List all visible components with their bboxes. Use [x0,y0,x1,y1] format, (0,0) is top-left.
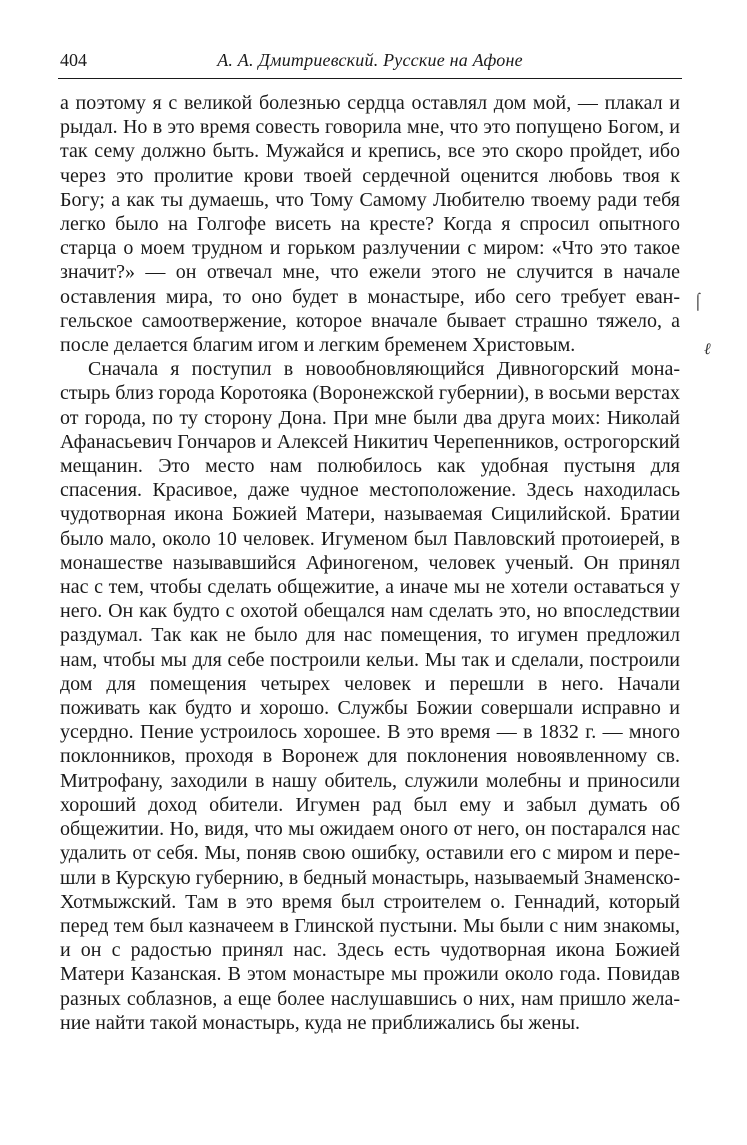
body-text [60,91,680,1035]
running-title: А. А. Дмитриевский. Русские на Афоне [217,50,523,70]
paragraph-1: а поэтому я с великой болезнью сердца оставлял дом мой, — плакал и рыдал. Но в это время совесть говорила мне, что это попущено Богом, и так сему должно быть. Мужайся и крепись, все это скоро пройдет, ибо через это пролитие крови твоей сердечной оценится любовь твоя к Богу; а как ты думаешь, что Тому Самому Любителю твоему ради тебя легко было на Голгофе висеть на кресте? Когда я спросил опытного старца о моем трудном и горьком разлучении с миром: «Что это такое значит?» — он отвечал мне, что ежели этого не случится в начале оставления мира, то оно будет в монастыре, ибо сего требует евангельское самоотвержение, которое вначале бывает страшно тяжело, а после делается благим игом и легким бременем Христовым. [60,92,680,357]
paragraph-2: Сначала я поступил в новообновляющийся Дивногорский монастырь близ города Коротояка (Воронежской губернии), в восьми верстах от города, по ту сторону Дона. При мне были два друга моих: Николай Афанасьевич Гончаров и Алексей Никитич Черепенников, острогорский мещанин. Это место нам полюбилось как удобная пустыня для спасения. Красивое, даже чудное местоположение. Здесь находилась чудотворная икона Божией Матери, называемая Сицилийской. Братии было мало, около 10 человек. Игуменом был Павловский протоиерей, в монашестве называвшийся Афиногеном, человек ученый. Он принял нас с тем, чтобы сделать общежитие, а иначе мы не хотели оставаться у него. Он как будто с охотой обещался нам сделать это, но впоследствии раздумал. Так как не было для нас помещения, то игумен предложил нам, чтобы мы для себе построили кельи. Мы так и сделали, построили дом для помещения четырех человек и перешли в него. Начали поживать как будто и хорошо. Службы Божии совершали исправно и усердно. Пение устроилось хорошее. В это время — в 1832 г. — много поклонников, проходя в Воронеж для поклонения новоявленному св. Митрофану, заходили в нашу обитель, служили молебны и приносили хороший доход обители. Игумен рад был ему и забыл думать об общежитии. Но, видя, что мы ожидаем оного от него, он постарался нас удалить от себя. Мы, поняв свою ошибку, оставили его с миром и перешли в Курскую губернию, в бедный монастырь, называемый Знаменско-Хотмыжский. Там в это время был строителем о. Геннадий, который перед тем был казначеем в Глинской пустыни. Мы были с ним знакомы, и он с радостью принял нас. Здесь есть чудотворная икона Божией Матери Казанская. В этом монастыре мы прожили около года. Повидав разных соблазнов, а еще более наслушавшись о них, нам пришло желание найти такой монастырь, куда не приближались бы жены. [60,358,680,1034]
header-divider [58,78,682,79]
page-number: 404 [60,50,87,70]
margin-pencil-mark: ℓ [704,341,711,358]
running-header [60,50,680,76]
margin-pencil-mark: ⌠ [693,293,703,310]
